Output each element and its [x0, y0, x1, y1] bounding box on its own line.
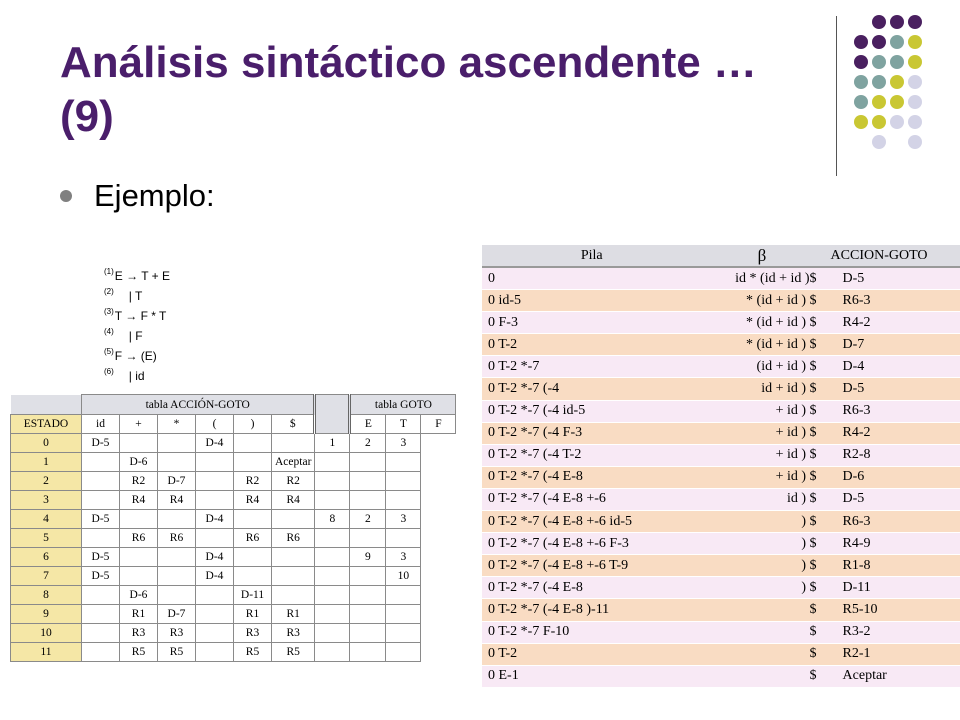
beta-cell: * (id + id ) $	[701, 312, 822, 334]
divider-line	[836, 16, 837, 176]
pila-cell: 0 T-2 *-7 (-4	[482, 378, 701, 400]
rule-text: | id	[128, 369, 145, 383]
decorative-dot	[872, 55, 886, 69]
goto-col-header: F	[421, 415, 456, 434]
trace-row	[482, 555, 960, 577]
action-col-header: (	[196, 415, 234, 434]
goto-cell	[350, 529, 386, 548]
rule-text: | F	[128, 329, 143, 343]
decorative-dot	[872, 75, 886, 89]
action-cell	[82, 586, 120, 605]
decorative-dot	[890, 75, 904, 89]
action-cell	[272, 567, 315, 586]
estado-cell: 3	[11, 491, 82, 510]
beta-cell: ) $	[701, 577, 822, 599]
action-cell: R1	[234, 605, 272, 624]
pila-cell: 0 id-5	[482, 290, 701, 312]
action-cell	[234, 567, 272, 586]
goto-cell: 3	[386, 510, 421, 529]
goto-cell: 3	[386, 434, 421, 453]
rule-number: (4)	[104, 327, 114, 336]
action-col-header: $	[272, 415, 315, 434]
estado-cell: 7	[11, 567, 82, 586]
goto-cell	[350, 567, 386, 586]
action-cell: R4	[234, 491, 272, 510]
action-cell	[120, 567, 158, 586]
goto-cell	[315, 472, 350, 491]
action-cell	[158, 510, 196, 529]
goto-cell	[350, 472, 386, 491]
action-cell: R2	[234, 472, 272, 491]
pila-cell: 0 T-2 *-7 (-4 E-8 +-6 F-3	[482, 533, 701, 555]
beta-cell: (id + id ) $	[701, 356, 822, 378]
beta-cell: ) $	[701, 555, 822, 577]
goto-cell	[386, 453, 421, 472]
decorative-dot	[890, 35, 904, 49]
action-cell: D-4	[196, 434, 234, 453]
action-cell	[82, 605, 120, 624]
goto-cell	[386, 529, 421, 548]
decorative-dot	[908, 95, 922, 109]
estado-cell: 2	[11, 472, 82, 491]
action-cell	[196, 453, 234, 472]
action-cell: D-5	[82, 510, 120, 529]
accion-cell: R6-3	[823, 511, 960, 533]
action-cell	[82, 529, 120, 548]
grammar-rule	[104, 322, 170, 342]
rule-number: (3)	[104, 307, 114, 316]
table-row	[11, 529, 456, 548]
action-cell	[234, 548, 272, 567]
table-row	[11, 643, 456, 662]
action-cell	[196, 529, 234, 548]
beta-cell: id + id ) $	[701, 378, 822, 400]
table-row	[11, 567, 456, 586]
goto-cell	[386, 643, 421, 662]
action-cell	[272, 510, 315, 529]
rule-number: (5)	[104, 347, 114, 356]
action-cell: R4	[272, 491, 315, 510]
table-row	[11, 510, 456, 529]
action-cell: R3	[158, 624, 196, 643]
grammar-rule	[104, 262, 170, 282]
decorative-dot	[872, 95, 886, 109]
rule-text: T → F * T	[114, 309, 167, 323]
action-cell	[196, 605, 234, 624]
beta-cell: + id ) $	[701, 422, 822, 444]
decorative-dot	[872, 135, 886, 149]
table-row	[11, 491, 456, 510]
goto-cell	[350, 624, 386, 643]
decorative-dot	[854, 35, 868, 49]
decorative-dot	[890, 55, 904, 69]
goto-cell	[315, 643, 350, 662]
accion-cell: D-6	[823, 466, 960, 488]
beta-cell: $	[701, 599, 822, 621]
decorative-dot	[908, 15, 922, 29]
beta-cell: * (id + id ) $	[701, 290, 822, 312]
goto-cell	[315, 529, 350, 548]
action-cell: R5	[120, 643, 158, 662]
action-cell	[196, 586, 234, 605]
beta-cell: $	[701, 621, 822, 643]
decorative-dot	[890, 115, 904, 129]
beta-cell: $	[701, 665, 822, 687]
estado-header: ESTADO	[11, 415, 82, 434]
decorative-dot	[872, 115, 886, 129]
accion-cell: D-4	[823, 356, 960, 378]
table-corner	[11, 395, 82, 415]
trace-row	[482, 356, 960, 378]
action-cell: R5	[234, 643, 272, 662]
action-cell	[158, 434, 196, 453]
trace-row	[482, 577, 960, 599]
goto-cell	[315, 491, 350, 510]
trace-row	[482, 312, 960, 334]
pila-cell: 0 T-2 *-7 (-4 E-8 )-11	[482, 599, 701, 621]
goto-cell: 3	[386, 548, 421, 567]
goto-cell	[315, 624, 350, 643]
trace-row	[482, 422, 960, 444]
trace-row	[482, 400, 960, 422]
rule-text: | T	[128, 289, 143, 303]
accion-cell: R5-10	[823, 599, 960, 621]
action-cell: D-11	[234, 586, 272, 605]
accion-cell: D-5	[823, 488, 960, 510]
pila-cell: 0 T-2	[482, 334, 701, 356]
trace-row	[482, 511, 960, 533]
pila-cell: 0 T-2 *-7 (-4 E-8	[482, 577, 701, 599]
action-cell: Aceptar	[272, 453, 315, 472]
goto-cell	[315, 605, 350, 624]
trace-row	[482, 533, 960, 555]
table-row	[11, 624, 456, 643]
action-cell	[234, 434, 272, 453]
action-cell: D-5	[82, 434, 120, 453]
action-cell	[120, 548, 158, 567]
action-cell	[82, 643, 120, 662]
action-cell: R3	[234, 624, 272, 643]
accion-cell: R4-2	[823, 422, 960, 444]
action-cell: R1	[120, 605, 158, 624]
trace-row	[482, 643, 960, 665]
pila-cell: 0 T-2 *-7 (-4 F-3	[482, 422, 701, 444]
trace-row	[482, 621, 960, 643]
pila-cell: 0 T-2 *-7 (-4 E-8 +-6 id-5	[482, 511, 701, 533]
trace-row	[482, 488, 960, 510]
pila-cell: 0 T-2 *-7 (-4 E-8 +-6	[482, 488, 701, 510]
accion-cell: R6-3	[823, 400, 960, 422]
action-col-header: *	[158, 415, 196, 434]
action-cell	[196, 643, 234, 662]
group-header-action: tabla ACCIÓN-GOTO	[82, 395, 315, 415]
goto-cell: 9	[350, 548, 386, 567]
action-col-header: +	[120, 415, 158, 434]
trace-table	[482, 245, 960, 688]
grammar-rule	[104, 282, 170, 302]
action-cell	[158, 453, 196, 472]
action-cell	[234, 453, 272, 472]
beta-cell: ) $	[701, 533, 822, 555]
accion-cell: D-5	[823, 267, 960, 290]
goto-cell	[386, 586, 421, 605]
action-cell: R3	[120, 624, 158, 643]
action-cell: R3	[272, 624, 315, 643]
estado-cell: 6	[11, 548, 82, 567]
goto-cell	[315, 548, 350, 567]
bullet-item	[60, 178, 215, 214]
accion-cell: Aceptar	[823, 665, 960, 687]
action-cell	[196, 472, 234, 491]
goto-cell: 2	[350, 510, 386, 529]
action-cell: R6	[120, 529, 158, 548]
trace-row	[482, 378, 960, 400]
pila-cell: 0 T-2 *-7 (-4 E-8 +-6 T-9	[482, 555, 701, 577]
estado-cell: 5	[11, 529, 82, 548]
accion-cell: D-7	[823, 334, 960, 356]
trace-row	[482, 599, 960, 621]
pila-cell: 0 T-2 *-7 (-4 E-8	[482, 466, 701, 488]
action-cell	[272, 586, 315, 605]
accion-cell: R6-3	[823, 290, 960, 312]
action-cell: D-5	[82, 567, 120, 586]
accion-cell: R2-1	[823, 643, 960, 665]
goto-cell: 2	[350, 434, 386, 453]
grammar-rules	[104, 262, 170, 382]
action-cell	[82, 624, 120, 643]
estado-cell: 4	[11, 510, 82, 529]
action-cell	[82, 491, 120, 510]
bullet-icon	[60, 190, 72, 202]
beta-cell: id * (id + id )$	[701, 267, 822, 290]
action-cell	[82, 453, 120, 472]
pila-cell: 0 T-2 *-7 (-4 id-5	[482, 400, 701, 422]
pila-cell: 0 T-2	[482, 643, 701, 665]
grammar-rule	[104, 342, 170, 362]
beta-cell: * (id + id ) $	[701, 334, 822, 356]
trace-row	[482, 466, 960, 488]
goto-cell	[350, 643, 386, 662]
action-cell: R2	[120, 472, 158, 491]
action-cell: D-6	[120, 586, 158, 605]
accion-cell: R4-2	[823, 312, 960, 334]
group-header-goto: tabla GOTO	[350, 395, 456, 415]
accion-cell: D-11	[823, 577, 960, 599]
action-cell: D-6	[120, 453, 158, 472]
action-col-header: id	[82, 415, 120, 434]
goto-cell	[350, 453, 386, 472]
decorative-dot	[908, 55, 922, 69]
action-col-header: )	[234, 415, 272, 434]
trace-row	[482, 665, 960, 687]
goto-cell	[386, 472, 421, 491]
action-cell	[196, 624, 234, 643]
table-row	[11, 605, 456, 624]
decorative-dot	[890, 15, 904, 29]
estado-cell: 8	[11, 586, 82, 605]
decorative-dot	[854, 75, 868, 89]
decorative-dot	[908, 135, 922, 149]
action-cell: D-5	[82, 548, 120, 567]
estado-cell: 9	[11, 605, 82, 624]
beta-cell: + id ) $	[701, 466, 822, 488]
accion-cell: R3-2	[823, 621, 960, 643]
goto-cell: 1	[315, 434, 350, 453]
goto-cell	[386, 491, 421, 510]
action-cell: R6	[158, 529, 196, 548]
table-row	[11, 548, 456, 567]
goto-cell	[386, 605, 421, 624]
action-cell	[120, 510, 158, 529]
action-cell	[82, 472, 120, 491]
goto-col-header: T	[386, 415, 421, 434]
pila-cell: 0 T-2 *-7 F-10	[482, 621, 701, 643]
goto-cell	[315, 567, 350, 586]
action-cell	[158, 548, 196, 567]
slide-title: Análisis sintáctico ascendente … (9)	[60, 38, 757, 141]
trace-row	[482, 267, 960, 290]
decorative-dot	[872, 35, 886, 49]
action-cell	[158, 586, 196, 605]
action-cell: D-7	[158, 472, 196, 491]
bullet-text: Ejemplo:	[94, 178, 215, 213]
decorative-dot	[908, 35, 922, 49]
decorative-dot	[872, 15, 886, 29]
action-cell: R1	[272, 605, 315, 624]
action-cell	[196, 491, 234, 510]
accion-goto-table	[10, 394, 456, 662]
decorative-dot	[854, 55, 868, 69]
rule-number: (1)	[104, 267, 114, 276]
goto-cell: 10	[386, 567, 421, 586]
action-cell: R4	[120, 491, 158, 510]
header-pila: Pila	[482, 245, 701, 267]
table-row	[11, 586, 456, 605]
trace-row	[482, 334, 960, 356]
trace-row	[482, 290, 960, 312]
trace-row	[482, 444, 960, 466]
grammar-rule	[104, 302, 170, 322]
accion-cell: R1-8	[823, 555, 960, 577]
rule-text: E → T + E	[114, 269, 171, 283]
goto-col-header: E	[350, 415, 386, 434]
goto-cell: 8	[315, 510, 350, 529]
decorative-dot	[908, 115, 922, 129]
table-row	[11, 434, 456, 453]
action-cell: R5	[272, 643, 315, 662]
pila-cell: 0 T-2 *-7	[482, 356, 701, 378]
beta-cell: id ) $	[701, 488, 822, 510]
pila-cell: 0	[482, 267, 701, 290]
rule-number: (6)	[104, 367, 114, 376]
decorative-dot	[854, 95, 868, 109]
action-cell: R6	[272, 529, 315, 548]
action-cell: D-7	[158, 605, 196, 624]
table-row	[11, 453, 456, 472]
goto-cell	[350, 605, 386, 624]
decorative-dot-grid	[0, 0, 960, 160]
pila-cell: 0 F-3	[482, 312, 701, 334]
table-row	[11, 472, 456, 491]
action-cell	[234, 510, 272, 529]
action-cell	[272, 548, 315, 567]
action-cell	[158, 567, 196, 586]
pila-cell: 0 T-2 *-7 (-4 T-2	[482, 444, 701, 466]
rule-text: F → (E)	[114, 349, 157, 363]
accion-cell: R4-9	[823, 533, 960, 555]
beta-cell: + id ) $	[701, 444, 822, 466]
accion-cell: R2-8	[823, 444, 960, 466]
goto-cell	[350, 586, 386, 605]
grammar-rule	[104, 362, 170, 382]
goto-cell	[315, 453, 350, 472]
action-cell: R5	[158, 643, 196, 662]
estado-cell: 11	[11, 643, 82, 662]
action-cell: D-4	[196, 510, 234, 529]
beta-cell: ) $	[701, 511, 822, 533]
goto-cell	[315, 586, 350, 605]
decorative-dot	[890, 95, 904, 109]
action-cell: R2	[272, 472, 315, 491]
pila-cell: 0 E-1	[482, 665, 701, 687]
header-accion: ACCION-GOTO	[823, 245, 960, 267]
goto-cell	[386, 624, 421, 643]
table-gap	[315, 395, 350, 434]
accion-cell: D-5	[823, 378, 960, 400]
action-cell: R4	[158, 491, 196, 510]
estado-cell: 10	[11, 624, 82, 643]
estado-cell: 1	[11, 453, 82, 472]
action-cell: D-4	[196, 567, 234, 586]
action-cell: D-4	[196, 548, 234, 567]
decorative-dot	[854, 115, 868, 129]
header-beta: β	[701, 245, 822, 267]
rule-number: (2)	[104, 287, 114, 296]
goto-cell	[350, 491, 386, 510]
estado-cell: 0	[11, 434, 82, 453]
action-cell	[272, 434, 315, 453]
decorative-dot	[908, 75, 922, 89]
beta-cell: + id ) $	[701, 400, 822, 422]
action-cell	[120, 434, 158, 453]
action-cell: R6	[234, 529, 272, 548]
beta-cell: $	[701, 643, 822, 665]
